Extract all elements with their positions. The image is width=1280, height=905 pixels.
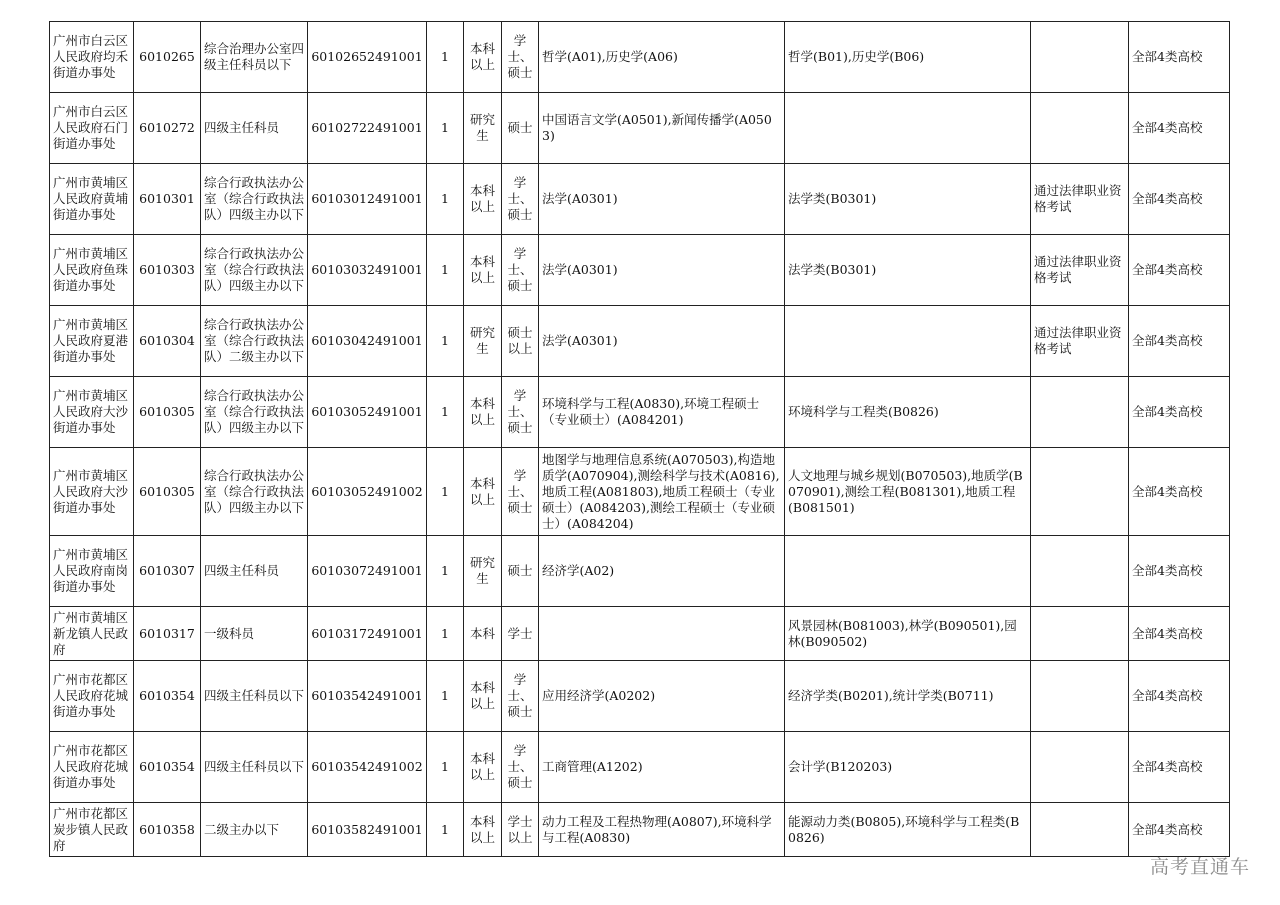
table-row bbox=[50, 22, 1230, 93]
recruit-count-cell: 1 bbox=[427, 448, 464, 536]
recruit-count-cell: 1 bbox=[427, 661, 464, 732]
unit-code-cell: 6010303 bbox=[134, 235, 201, 306]
degree-cell: 学士、硕士 bbox=[502, 661, 539, 732]
graduate-major-cell: 应用经济学(A0202) bbox=[539, 661, 785, 732]
unit-code-cell: 6010307 bbox=[134, 536, 201, 607]
school-scope-cell: 全部4类高校 bbox=[1129, 235, 1230, 306]
recruit-count-cell: 1 bbox=[427, 164, 464, 235]
table-row bbox=[50, 377, 1230, 448]
position-cell: 综合行政执法办公室（综合行政执法队）四级主办以下 bbox=[201, 448, 308, 536]
unit-cell: 广州市黄埔区新龙镇人民政府 bbox=[50, 607, 134, 661]
position-cell: 一级科员 bbox=[201, 607, 308, 661]
school-scope-cell: 全部4类高校 bbox=[1129, 732, 1230, 803]
other-requirements-cell bbox=[1031, 803, 1129, 857]
degree-cell: 学士 bbox=[502, 607, 539, 661]
school-scope-cell: 全部4类高校 bbox=[1129, 164, 1230, 235]
position-code-cell: 60103052491001 bbox=[308, 377, 427, 448]
undergraduate-major-cell: 能源动力类(B0805),环境科学与工程类(B0826) bbox=[785, 803, 1031, 857]
position-cell: 综合行政执法办公室（综合行政执法队）四级主办以下 bbox=[201, 164, 308, 235]
unit-cell: 广州市花都区炭步镇人民政府 bbox=[50, 803, 134, 857]
unit-cell: 广州市花都区人民政府花城街道办事处 bbox=[50, 661, 134, 732]
recruit-count-cell: 1 bbox=[427, 803, 464, 857]
undergraduate-major-cell: 法学类(B0301) bbox=[785, 164, 1031, 235]
graduate-major-cell: 法学(A0301) bbox=[539, 306, 785, 377]
graduate-major-cell: 环境科学与工程(A0830),环境工程硕士（专业硕士）(A084201) bbox=[539, 377, 785, 448]
position-code-cell: 60103072491001 bbox=[308, 536, 427, 607]
other-requirements-cell: 通过法律职业资格考试 bbox=[1031, 164, 1129, 235]
graduate-major-cell: 工商管理(A1202) bbox=[539, 732, 785, 803]
unit-cell: 广州市黄埔区人民政府黄埔街道办事处 bbox=[50, 164, 134, 235]
position-code-cell: 60103042491001 bbox=[308, 306, 427, 377]
degree-cell: 学士、硕士 bbox=[502, 732, 539, 803]
undergraduate-major-cell: 人文地理与城乡规划(B070503),地质学(B070901),测绘工程(B081301),地质工程(B081501) bbox=[785, 448, 1031, 536]
unit-code-cell: 6010354 bbox=[134, 661, 201, 732]
graduate-major-cell: 经济学(A02) bbox=[539, 536, 785, 607]
school-scope-cell: 全部4类高校 bbox=[1129, 661, 1230, 732]
unit-cell: 广州市黄埔区人民政府夏港街道办事处 bbox=[50, 306, 134, 377]
unit-cell: 广州市黄埔区人民政府南岗街道办事处 bbox=[50, 536, 134, 607]
position-code-cell: 60103032491001 bbox=[308, 235, 427, 306]
recruit-count-cell: 1 bbox=[427, 306, 464, 377]
degree-cell: 学士以上 bbox=[502, 803, 539, 857]
position-code-cell: 60103172491001 bbox=[308, 607, 427, 661]
graduate-major-cell: 动力工程及工程热物理(A0807),环境科学与工程(A0830) bbox=[539, 803, 785, 857]
degree-cell: 学士、硕士 bbox=[502, 235, 539, 306]
position-code-cell: 60103542491001 bbox=[308, 661, 427, 732]
undergraduate-major-cell: 环境科学与工程类(B0826) bbox=[785, 377, 1031, 448]
other-requirements-cell bbox=[1031, 377, 1129, 448]
table-row bbox=[50, 448, 1230, 536]
unit-code-cell: 6010354 bbox=[134, 732, 201, 803]
education-cell: 本科以上 bbox=[464, 235, 502, 306]
graduate-major-cell: 法学(A0301) bbox=[539, 235, 785, 306]
undergraduate-major-cell bbox=[785, 93, 1031, 164]
school-scope-cell: 全部4类高校 bbox=[1129, 607, 1230, 661]
position-code-cell: 60103052491002 bbox=[308, 448, 427, 536]
undergraduate-major-cell: 经济学类(B0201),统计学类(B0711) bbox=[785, 661, 1031, 732]
position-cell: 综合行政执法办公室（综合行政执法队）四级主办以下 bbox=[201, 377, 308, 448]
other-requirements-cell bbox=[1031, 448, 1129, 536]
undergraduate-major-cell bbox=[785, 306, 1031, 377]
watermark-text: 高考直通车 bbox=[1149, 856, 1250, 878]
other-requirements-cell bbox=[1031, 732, 1129, 803]
positions-table bbox=[49, 21, 1230, 857]
school-scope-cell: 全部4类高校 bbox=[1129, 377, 1230, 448]
recruit-count-cell: 1 bbox=[427, 93, 464, 164]
education-cell: 本科以上 bbox=[464, 448, 502, 536]
unit-code-cell: 6010358 bbox=[134, 803, 201, 857]
position-code-cell: 60102722491001 bbox=[308, 93, 427, 164]
degree-cell: 学士、硕士 bbox=[502, 377, 539, 448]
school-scope-cell: 全部4类高校 bbox=[1129, 22, 1230, 93]
unit-code-cell: 6010304 bbox=[134, 306, 201, 377]
other-requirements-cell bbox=[1031, 93, 1129, 164]
other-requirements-cell bbox=[1031, 536, 1129, 607]
table-body bbox=[50, 22, 1230, 857]
position-code-cell: 60103582491001 bbox=[308, 803, 427, 857]
school-scope-cell: 全部4类高校 bbox=[1129, 536, 1230, 607]
table-row bbox=[50, 235, 1230, 306]
position-cell: 综合行政执法办公室（综合行政执法队）四级主办以下 bbox=[201, 235, 308, 306]
graduate-major-cell: 哲学(A01),历史学(A06) bbox=[539, 22, 785, 93]
unit-cell: 广州市黄埔区人民政府大沙街道办事处 bbox=[50, 448, 134, 536]
school-scope-cell: 全部4类高校 bbox=[1129, 448, 1230, 536]
degree-cell: 学士、硕士 bbox=[502, 22, 539, 93]
position-code-cell: 60102652491001 bbox=[308, 22, 427, 93]
position-cell: 综合治理办公室四级主任科员以下 bbox=[201, 22, 308, 93]
undergraduate-major-cell: 会计学(B120203) bbox=[785, 732, 1031, 803]
unit-code-cell: 6010272 bbox=[134, 93, 201, 164]
other-requirements-cell bbox=[1031, 22, 1129, 93]
unit-cell: 广州市黄埔区人民政府大沙街道办事处 bbox=[50, 377, 134, 448]
unit-cell: 广州市黄埔区人民政府鱼珠街道办事处 bbox=[50, 235, 134, 306]
position-cell: 四级主任科员以下 bbox=[201, 661, 308, 732]
graduate-major-cell: 地图学与地理信息系统(A070503),构造地质学(A070904),测绘科学与技术(A0816),地质工程(A081803),地质工程硕士（专业硕士）(A084203),测绘工程硕士（专业硕士）(A084204) bbox=[539, 448, 785, 536]
education-cell: 本科以上 bbox=[464, 661, 502, 732]
recruit-count-cell: 1 bbox=[427, 22, 464, 93]
table-row bbox=[50, 536, 1230, 607]
undergraduate-major-cell: 风景园林(B081003),林学(B090501),园林(B090502) bbox=[785, 607, 1031, 661]
unit-code-cell: 6010305 bbox=[134, 377, 201, 448]
undergraduate-major-cell bbox=[785, 536, 1031, 607]
unit-cell: 广州市花都区人民政府花城街道办事处 bbox=[50, 732, 134, 803]
degree-cell: 硕士 bbox=[502, 536, 539, 607]
education-cell: 研究生 bbox=[464, 536, 502, 607]
education-cell: 本科以上 bbox=[464, 803, 502, 857]
degree-cell: 硕士以上 bbox=[502, 306, 539, 377]
unit-cell: 广州市白云区人民政府石门街道办事处 bbox=[50, 93, 134, 164]
school-scope-cell: 全部4类高校 bbox=[1129, 803, 1230, 857]
recruit-count-cell: 1 bbox=[427, 377, 464, 448]
education-cell: 本科以上 bbox=[464, 164, 502, 235]
position-cell: 四级主任科员以下 bbox=[201, 732, 308, 803]
unit-code-cell: 6010305 bbox=[134, 448, 201, 536]
table-row bbox=[50, 93, 1230, 164]
education-cell: 研究生 bbox=[464, 93, 502, 164]
other-requirements-cell bbox=[1031, 661, 1129, 732]
unit-code-cell: 6010265 bbox=[134, 22, 201, 93]
position-cell: 综合行政执法办公室（综合行政执法队）二级主办以下 bbox=[201, 306, 308, 377]
unit-code-cell: 6010317 bbox=[134, 607, 201, 661]
position-cell: 二级主办以下 bbox=[201, 803, 308, 857]
school-scope-cell: 全部4类高校 bbox=[1129, 306, 1230, 377]
table-row bbox=[50, 803, 1230, 857]
other-requirements-cell: 通过法律职业资格考试 bbox=[1031, 235, 1129, 306]
degree-cell: 学士、硕士 bbox=[502, 448, 539, 536]
other-requirements-cell bbox=[1031, 607, 1129, 661]
recruit-count-cell: 1 bbox=[427, 536, 464, 607]
recruit-count-cell: 1 bbox=[427, 607, 464, 661]
school-scope-cell: 全部4类高校 bbox=[1129, 93, 1230, 164]
table-row bbox=[50, 607, 1230, 661]
degree-cell: 硕士 bbox=[502, 93, 539, 164]
recruit-count-cell: 1 bbox=[427, 235, 464, 306]
education-cell: 研究生 bbox=[464, 306, 502, 377]
graduate-major-cell: 法学(A0301) bbox=[539, 164, 785, 235]
graduate-major-cell bbox=[539, 607, 785, 661]
recruit-count-cell: 1 bbox=[427, 732, 464, 803]
other-requirements-cell: 通过法律职业资格考试 bbox=[1031, 306, 1129, 377]
education-cell: 本科 bbox=[464, 607, 502, 661]
undergraduate-major-cell: 法学类(B0301) bbox=[785, 235, 1031, 306]
graduate-major-cell: 中国语言文学(A0501),新闻传播学(A0503) bbox=[539, 93, 785, 164]
education-cell: 本科以上 bbox=[464, 22, 502, 93]
position-code-cell: 60103012491001 bbox=[308, 164, 427, 235]
unit-cell: 广州市白云区人民政府均禾街道办事处 bbox=[50, 22, 134, 93]
table-row bbox=[50, 164, 1230, 235]
education-cell: 本科以上 bbox=[464, 377, 502, 448]
position-cell: 四级主任科员 bbox=[201, 93, 308, 164]
undergraduate-major-cell: 哲学(B01),历史学(B06) bbox=[785, 22, 1031, 93]
position-code-cell: 60103542491002 bbox=[308, 732, 427, 803]
degree-cell: 学士、硕士 bbox=[502, 164, 539, 235]
table-row bbox=[50, 306, 1230, 377]
education-cell: 本科以上 bbox=[464, 732, 502, 803]
unit-code-cell: 6010301 bbox=[134, 164, 201, 235]
position-cell: 四级主任科员 bbox=[201, 536, 308, 607]
table-row bbox=[50, 661, 1230, 732]
table-row bbox=[50, 732, 1230, 803]
